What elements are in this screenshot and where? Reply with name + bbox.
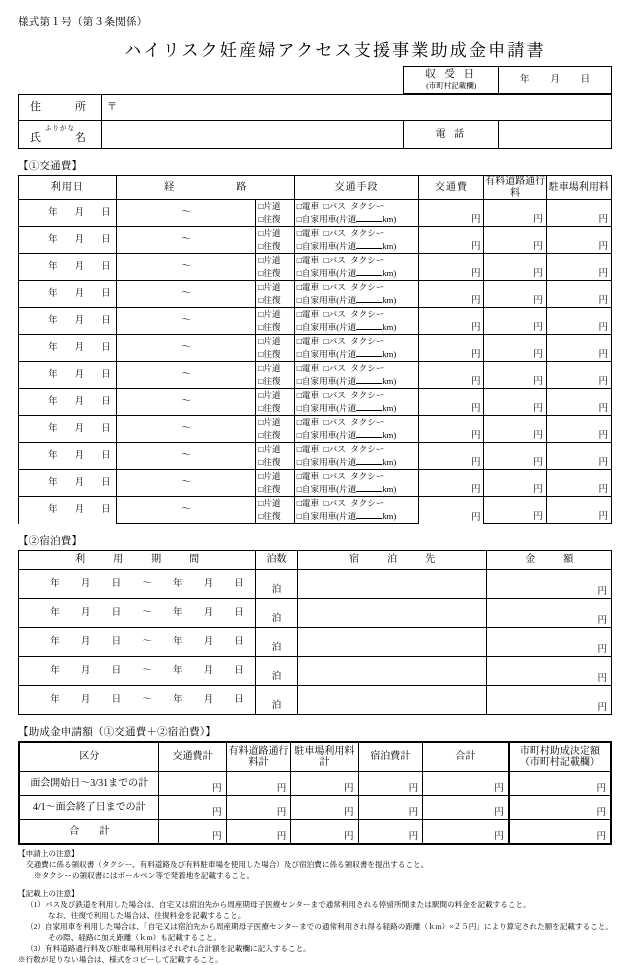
- means-public-checkboxes[interactable]: □電車 □バス タクシー: [294, 227, 419, 241]
- form-number: 様式第１号（第３条関係）: [18, 17, 148, 28]
- route-input[interactable]: ～: [116, 416, 255, 443]
- subsidy-grand-total-input[interactable]: 円: [423, 820, 509, 845]
- notes-spacer: [18, 881, 630, 888]
- toll-input[interactable]: 円: [484, 308, 546, 335]
- subsidy-parking-input[interactable]: 円: [291, 796, 358, 820]
- col-header-use-date: 利用日: [19, 176, 117, 200]
- table-row: [19, 416, 612, 430]
- col-header-nights: 泊数: [256, 551, 298, 570]
- address-label: 住 所: [19, 95, 102, 121]
- one-way-checkbox[interactable]: □片道: [256, 497, 295, 511]
- means-public-checkboxes[interactable]: □電車 □バス タクシー: [294, 200, 419, 214]
- lodging-nights-input[interactable]: 泊: [256, 628, 298, 657]
- table-row: [19, 254, 612, 268]
- round-trip-checkbox[interactable]: □往復: [256, 402, 295, 416]
- col-header-toll-total: 有料道路通行料計: [226, 742, 291, 772]
- lodging-period-input[interactable]: 年 月 日 ～ 年 月 日: [19, 657, 256, 686]
- subsidy-decision-input[interactable]: 円: [509, 796, 611, 820]
- round-trip-checkbox[interactable]: □往復: [256, 456, 295, 470]
- lodging-nights-input[interactable]: 泊: [256, 599, 298, 628]
- one-way-checkbox[interactable]: □片道: [256, 308, 295, 322]
- entry-note-line: ※行数が足りない場合は、様式をコピーして記載すること。: [18, 955, 223, 964]
- route-input[interactable]: ～: [116, 227, 255, 254]
- subsidy-row-label: 4/1～面会終了日までの計: [19, 796, 159, 820]
- table-row: [19, 796, 611, 820]
- entry-note-line: その際、経路に加え距離（ｋm）も記載すること。: [48, 933, 221, 942]
- table-row: [19, 497, 612, 511]
- subsidy-lodging-input[interactable]: 円: [358, 796, 423, 820]
- means-public-checkboxes[interactable]: □電車 □バス タクシー: [294, 470, 419, 484]
- entry-note-line: なお、往復で利用した場合は、往復料金を記載すること。: [48, 911, 246, 920]
- receipt-date-table: [18, 66, 612, 94]
- subsidy-grand-total-input[interactable]: 円: [423, 796, 509, 820]
- col-header-means: 交通手段: [294, 176, 419, 200]
- means-car-checkbox[interactable]: □自家用車(片道 km): [294, 402, 419, 416]
- route-input[interactable]: ～: [116, 362, 255, 389]
- parking-input[interactable]: 円: [546, 308, 611, 335]
- round-trip-checkbox[interactable]: □往復: [256, 429, 295, 443]
- one-way-checkbox[interactable]: □片道: [256, 416, 295, 430]
- fare-input[interactable]: 円: [419, 443, 484, 470]
- toll-input[interactable]: 円: [484, 470, 546, 497]
- transport-body: [19, 200, 612, 524]
- parking-input[interactable]: 円: [546, 281, 611, 308]
- table-row: [19, 362, 612, 376]
- lodging-section: [18, 550, 612, 715]
- toll-input[interactable]: 円: [484, 389, 546, 416]
- col-header-decision: [509, 742, 611, 772]
- lodging-period-input[interactable]: 年 月 日 ～ 年 月 日: [19, 628, 256, 657]
- means-car-checkbox[interactable]: □自家用車(片道 km): [294, 213, 419, 227]
- table-row: [19, 686, 612, 715]
- fare-input[interactable]: 円: [419, 362, 484, 389]
- subsidy-decision-input[interactable]: 円: [509, 772, 611, 796]
- col-header-period: 利 用 期 間: [19, 551, 256, 570]
- one-way-checkbox[interactable]: □片道: [256, 254, 295, 268]
- subsidy-lodging-input[interactable]: 円: [358, 772, 423, 796]
- means-car-checkbox[interactable]: □自家用車(片道 km): [294, 321, 419, 335]
- table-row: [19, 308, 612, 322]
- lodging-nights-input[interactable]: 泊: [256, 657, 298, 686]
- application-note-line: ※タクシーの領収書にはボールペン等で発着地を記載すること。: [34, 871, 255, 880]
- means-public-checkboxes[interactable]: □電車 □バス タクシー: [294, 497, 419, 511]
- fare-input[interactable]: 円: [419, 335, 484, 362]
- lodging-amount-input[interactable]: 円: [487, 570, 612, 599]
- table-row: [19, 335, 612, 349]
- name-input[interactable]: [102, 121, 404, 149]
- lodging-place-input[interactable]: [297, 628, 487, 657]
- applicant-table: [18, 94, 612, 149]
- route-input[interactable]: ～: [116, 335, 255, 362]
- form-page: [0, 14, 630, 964]
- page-title: ハイリスク妊産婦アクセス支援事業助成金申請書: [124, 41, 546, 60]
- means-public-checkboxes[interactable]: □電車 □バス タクシー: [294, 443, 419, 457]
- table-row: [19, 570, 612, 599]
- subsidy-lodging-input[interactable]: 円: [358, 820, 423, 845]
- table-row: [19, 281, 612, 295]
- table-row: [19, 95, 612, 121]
- table-row: [19, 389, 612, 403]
- table-row: [19, 628, 612, 657]
- one-way-checkbox[interactable]: □片道: [256, 281, 295, 295]
- tel-input[interactable]: [499, 121, 612, 149]
- round-trip-checkbox[interactable]: □往復: [256, 510, 295, 524]
- use-date-input[interactable]: 年 月 日: [19, 200, 117, 227]
- subsidy-section-title: 【助成金申請額（①交通費＋②宿泊費）】: [18, 727, 217, 738]
- lodging-body: [19, 570, 612, 715]
- table-row: [19, 657, 612, 686]
- means-public-checkboxes[interactable]: □電車 □バス タクシー: [294, 308, 419, 322]
- lodging-table: [18, 550, 612, 715]
- furigana-label: ふりがな: [45, 124, 75, 132]
- one-way-checkbox[interactable]: □片道: [256, 443, 295, 457]
- lodging-header-row: [19, 551, 612, 570]
- toll-input[interactable]: 円: [484, 227, 546, 254]
- subsidy-fare-input[interactable]: 円: [159, 796, 226, 820]
- fare-input[interactable]: 円: [419, 254, 484, 281]
- round-trip-checkbox[interactable]: □往復: [256, 483, 295, 497]
- round-trip-checkbox[interactable]: □往復: [256, 375, 295, 389]
- fare-input[interactable]: 円: [419, 497, 484, 524]
- round-trip-checkbox[interactable]: □往復: [256, 240, 295, 254]
- round-trip-checkbox[interactable]: □往復: [256, 294, 295, 308]
- use-date-input[interactable]: 年 月 日: [19, 443, 117, 470]
- toll-input[interactable]: 円: [484, 497, 546, 524]
- route-input[interactable]: ～: [116, 254, 255, 281]
- lodging-period-input[interactable]: 年 月 日 ～ 年 月 日: [19, 686, 256, 715]
- use-date-input[interactable]: 年 月 日: [19, 308, 117, 335]
- subsidy-toll-input[interactable]: 円: [226, 772, 291, 796]
- col-header-amount: 金 額: [487, 551, 612, 570]
- table-row: [19, 200, 612, 214]
- fare-input[interactable]: 円: [419, 308, 484, 335]
- col-header-route: 経 路: [116, 176, 294, 200]
- route-input[interactable]: ～: [116, 443, 255, 470]
- use-date-input[interactable]: 年 月 日: [19, 281, 117, 308]
- round-trip-checkbox[interactable]: □往復: [256, 267, 295, 281]
- lodging-nights-input[interactable]: 泊: [256, 570, 298, 599]
- round-trip-checkbox[interactable]: □往復: [256, 321, 295, 335]
- parking-input[interactable]: 円: [546, 335, 611, 362]
- use-date-input[interactable]: 年 月 日: [19, 416, 117, 443]
- means-public-checkboxes[interactable]: □電車 □バス タクシー: [294, 389, 419, 403]
- means-public-checkboxes[interactable]: □電車 □バス タクシー: [294, 335, 419, 349]
- application-note-line: 交通費に係る領収書（タクシー、有料道路及び有料駐車場を使用した場合）及び宿泊費に係る領収書を提出すること。: [26, 860, 429, 869]
- toll-input[interactable]: 円: [484, 200, 546, 227]
- fare-input[interactable]: 円: [419, 389, 484, 416]
- parking-input[interactable]: 円: [546, 470, 611, 497]
- entry-notes-heading: 【記載上の注意】: [18, 889, 79, 898]
- table-row: [18, 67, 612, 94]
- one-way-checkbox[interactable]: □片道: [256, 362, 295, 376]
- fare-input[interactable]: 円: [419, 227, 484, 254]
- subsidy-toll-input[interactable]: 円: [226, 820, 291, 845]
- subsidy-header-row: [19, 742, 611, 772]
- decision-line-1: 市町村助成決定額: [519, 745, 600, 757]
- receipt-date-field[interactable]: [499, 67, 612, 94]
- means-car-checkbox[interactable]: □自家用車(片道 km): [294, 483, 419, 497]
- means-public-checkboxes[interactable]: □電車 □バス タクシー: [294, 362, 419, 376]
- means-car-checkbox[interactable]: □自家用車(片道 km): [294, 510, 419, 524]
- col-header-lodging-total: 宿泊費計: [358, 742, 423, 772]
- table-row: [19, 443, 612, 457]
- fare-input[interactable]: 円: [419, 470, 484, 497]
- table-row: [19, 820, 611, 845]
- lodging-period-input[interactable]: 年 月 日 ～ 年 月 日: [19, 599, 256, 628]
- parking-input[interactable]: 円: [546, 362, 611, 389]
- subsidy-toll-input[interactable]: 円: [226, 796, 291, 820]
- col-header-toll: 有料道路通行料: [485, 176, 546, 199]
- subsidy-section: [18, 741, 612, 845]
- col-header-place: 宿 泊 先: [297, 551, 487, 570]
- route-input[interactable]: ～: [116, 200, 255, 227]
- subsidy-table: [18, 741, 612, 845]
- parking-input[interactable]: 円: [546, 200, 611, 227]
- receipt-label-cell: [404, 67, 499, 94]
- subsidy-parking-input[interactable]: 円: [291, 820, 358, 845]
- fare-input[interactable]: 円: [419, 281, 484, 308]
- lodging-place-input[interactable]: [297, 657, 487, 686]
- parking-input[interactable]: 円: [546, 227, 611, 254]
- means-car-checkbox[interactable]: □自家用車(片道 km): [294, 429, 419, 443]
- means-car-checkbox[interactable]: □自家用車(片道 km): [294, 294, 419, 308]
- use-date-input[interactable]: 年 月 日: [19, 227, 117, 254]
- table-row: [19, 227, 612, 241]
- col-header-fare-total: 交通費計: [159, 742, 226, 772]
- one-way-checkbox[interactable]: □片道: [256, 200, 295, 214]
- entry-note-line: （2）自家用車を利用した場合は、「自宅又は宿泊先から周産期母子医療センターまでの通常利用され得る経路の距離（ｋm）×２５円」により算定された額を記載すること。: [26, 922, 613, 931]
- one-way-checkbox[interactable]: □片道: [256, 227, 295, 241]
- table-row: [19, 470, 612, 484]
- lodging-amount-input[interactable]: 円: [487, 657, 612, 686]
- subsidy-decision-input[interactable]: 円: [509, 820, 611, 845]
- route-input[interactable]: ～: [116, 470, 255, 497]
- receipt-label-main: 収 受 日: [425, 69, 478, 81]
- toll-input[interactable]: 円: [484, 443, 546, 470]
- decision-line-2: （市町村記載欄）: [519, 757, 600, 768]
- entry-note-line: （3）有料道路通行料及び駐車場利用料はそれぞれ合計額を記載欄に記入すること。: [26, 944, 311, 953]
- receipt-date-section: [18, 66, 612, 149]
- transport-section-title: 【①交通費】: [18, 161, 83, 172]
- lodging-period-input[interactable]: 年 月 日 ～ 年 月 日: [19, 570, 256, 599]
- means-public-checkboxes[interactable]: □電車 □バス タクシー: [294, 416, 419, 430]
- parking-input[interactable]: 円: [546, 443, 611, 470]
- means-public-checkboxes[interactable]: □電車 □バス タクシー: [294, 254, 419, 268]
- parking-input[interactable]: 円: [546, 416, 611, 443]
- entry-note-line: （1）バス及び鉄道を利用した場合は、自宅又は宿泊先から周産期母子医療センターまで通常利用される停留所間または駅間の料金を記載すること。: [26, 900, 531, 909]
- lodging-amount-input[interactable]: 円: [487, 628, 612, 657]
- round-trip-checkbox[interactable]: □往復: [256, 213, 295, 227]
- col-header-grand-total: 合計: [423, 742, 509, 772]
- receipt-label-sub: (市町村記載欄): [426, 80, 477, 90]
- use-date-input[interactable]: 年 月 日: [19, 470, 117, 497]
- subsidy-parking-input[interactable]: 円: [291, 772, 358, 796]
- postal-mark-icon: 〒: [107, 101, 118, 113]
- route-input[interactable]: ～: [116, 389, 255, 416]
- subsidy-body: [19, 772, 611, 845]
- lodging-amount-input[interactable]: 円: [487, 599, 612, 628]
- name-label: 氏 名: [30, 132, 90, 145]
- means-public-checkboxes[interactable]: □電車 □バス タクシー: [294, 281, 419, 295]
- lodging-section-title: 【②宿泊費】: [18, 536, 83, 547]
- application-notes-heading: 【申請上の注意】: [18, 849, 79, 858]
- means-car-checkbox[interactable]: □自家用車(片道 km): [294, 348, 419, 362]
- parking-input[interactable]: 円: [546, 254, 611, 281]
- lodging-nights-input[interactable]: 泊: [256, 686, 298, 715]
- receipt-month-label: 月: [550, 74, 560, 85]
- receipt-spacer: [18, 67, 404, 94]
- route-input[interactable]: ～: [116, 308, 255, 335]
- col-header-fare: 交通費: [419, 176, 484, 200]
- subsidy-fare-input[interactable]: 円: [159, 820, 226, 845]
- use-date-input[interactable]: 年 月 日: [19, 335, 117, 362]
- parking-input[interactable]: 円: [546, 497, 611, 524]
- use-date-input[interactable]: 年 月 日: [19, 497, 117, 524]
- route-input[interactable]: ～: [116, 281, 255, 308]
- transport-table: [18, 175, 612, 524]
- col-header-parking: 駐車場利用料: [546, 176, 611, 200]
- lodging-place-input[interactable]: [297, 570, 487, 599]
- address-input[interactable]: [102, 95, 612, 121]
- transport-section: [18, 175, 612, 524]
- means-car-checkbox[interactable]: □自家用車(片道 km): [294, 240, 419, 254]
- toll-input[interactable]: 円: [484, 335, 546, 362]
- use-date-input[interactable]: 年 月 日: [19, 362, 117, 389]
- table-row: [19, 121, 612, 149]
- subsidy-row-label: 面会開始日～3/31までの計: [19, 772, 159, 796]
- col-header-parking-total: 駐車場利用料計: [291, 742, 358, 772]
- tel-label: 電 話: [404, 121, 499, 149]
- toll-input[interactable]: 円: [484, 281, 546, 308]
- parking-input[interactable]: 円: [546, 389, 611, 416]
- receipt-year-label: 年: [520, 74, 530, 85]
- one-way-checkbox[interactable]: □片道: [256, 335, 295, 349]
- name-label-cell: [19, 121, 102, 149]
- round-trip-checkbox[interactable]: □往復: [256, 348, 295, 362]
- use-date-input[interactable]: 年 月 日: [19, 254, 117, 281]
- one-way-checkbox[interactable]: □片道: [256, 389, 295, 403]
- use-date-input[interactable]: 年 月 日: [19, 389, 117, 416]
- fare-input[interactable]: 円: [419, 200, 484, 227]
- toll-input[interactable]: 円: [484, 254, 546, 281]
- table-row: [19, 599, 612, 628]
- toll-input[interactable]: 円: [484, 362, 546, 389]
- transport-header-row: [19, 176, 612, 200]
- route-input[interactable]: ～: [116, 497, 255, 524]
- notes-section: [18, 848, 630, 965]
- toll-input[interactable]: 円: [484, 416, 546, 443]
- lodging-amount-input[interactable]: 円: [487, 686, 612, 715]
- receipt-day-label: 日: [580, 74, 591, 85]
- table-row: [19, 772, 611, 796]
- lodging-place-input[interactable]: [297, 686, 487, 715]
- subsidy-fare-input[interactable]: 円: [159, 772, 226, 796]
- subsidy-row-label: 合 計: [19, 820, 159, 845]
- col-header-category: 区分: [19, 742, 159, 772]
- means-car-checkbox[interactable]: □自家用車(片道 km): [294, 456, 419, 470]
- lodging-place-input[interactable]: [297, 599, 487, 628]
- means-car-checkbox[interactable]: □自家用車(片道 km): [294, 375, 419, 389]
- means-car-checkbox[interactable]: □自家用車(片道 km): [294, 267, 419, 281]
- fare-input[interactable]: 円: [419, 416, 484, 443]
- subsidy-grand-total-input[interactable]: 円: [423, 772, 509, 796]
- one-way-checkbox[interactable]: □片道: [256, 470, 295, 484]
